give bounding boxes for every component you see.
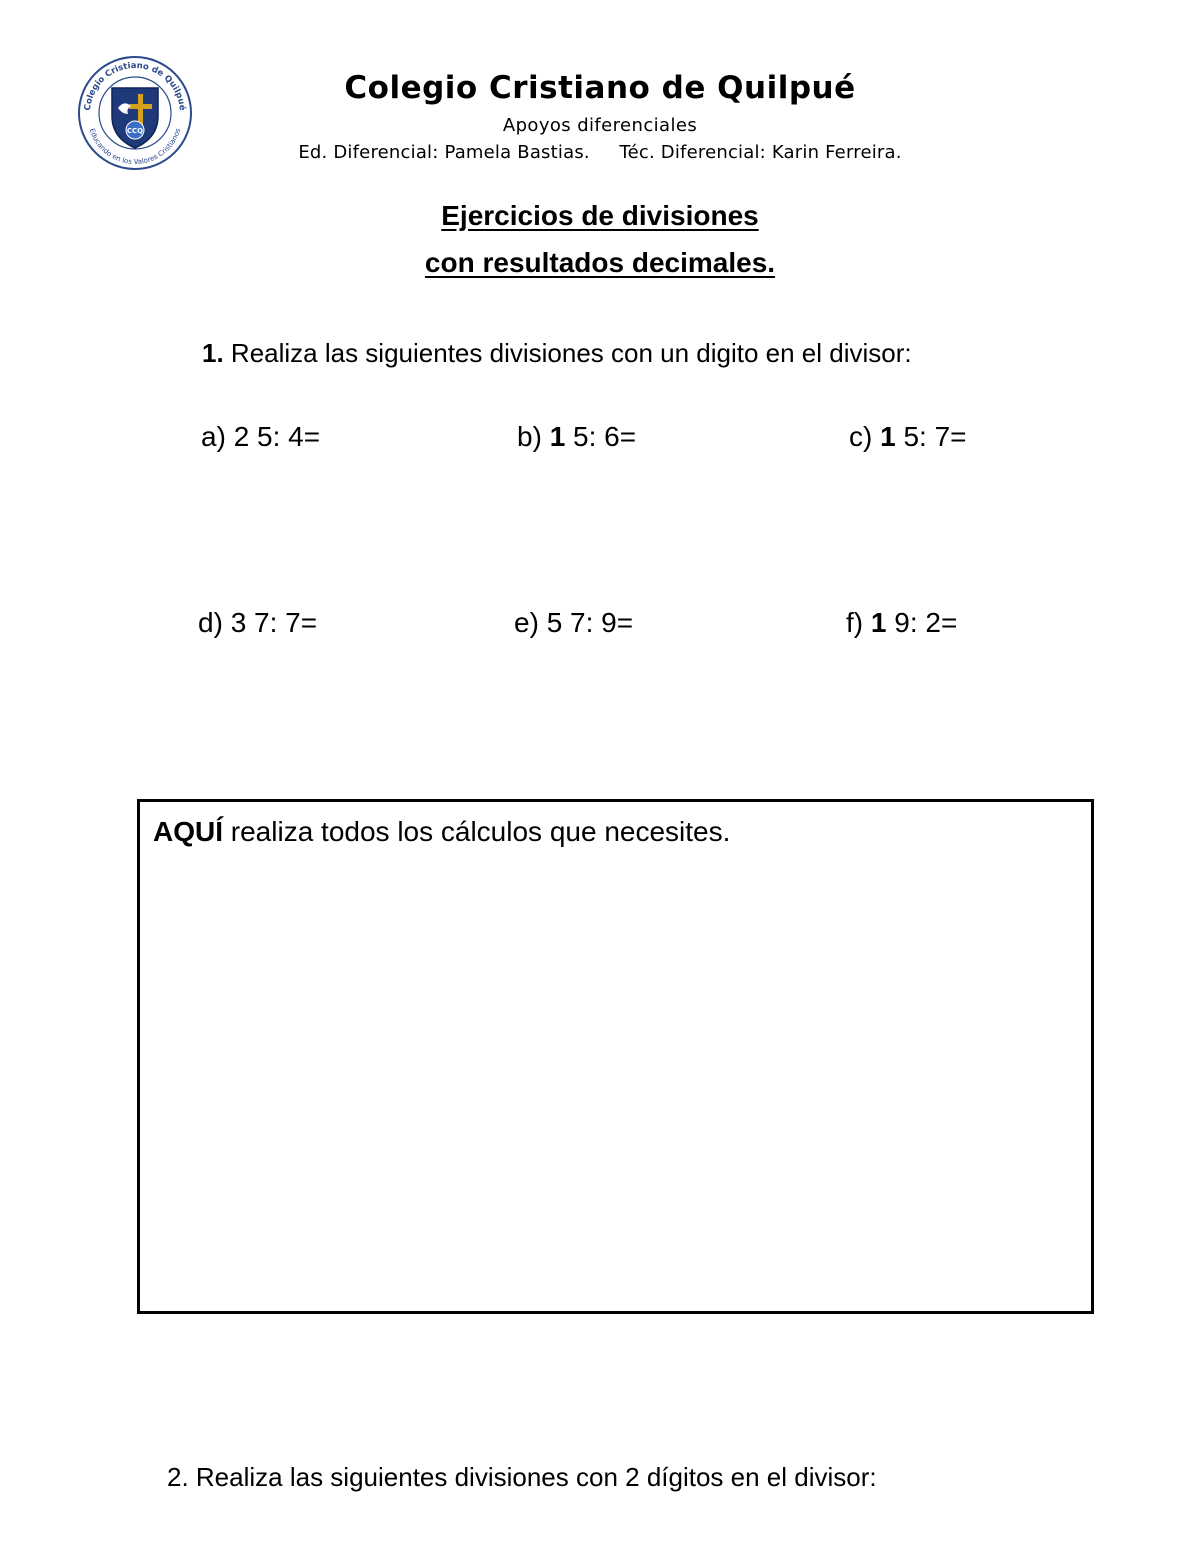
- exercise-e: [514, 607, 633, 639]
- section-1-instruction: [202, 338, 912, 369]
- exercise-text: 3 7: 7=: [230, 607, 318, 638]
- exercise-f: [846, 607, 957, 639]
- exercise-label: c): [849, 421, 881, 452]
- exercise-text: 5: 7=: [895, 421, 967, 452]
- section-2-instruction: 2. Realiza las siguientes divisiones con 2 dígitos en el divisor:: [167, 1462, 877, 1492]
- calculation-box-text: realiza todos los cálculos que necesites.: [223, 816, 731, 847]
- worksheet-title-line-1: Ejercicios de divisiones: [441, 200, 759, 231]
- exercise-text: 9: 2=: [886, 607, 958, 638]
- calculation-box-label: [153, 816, 730, 848]
- exercise-bold-digit: 1: [870, 607, 887, 638]
- exercise-label: d): [198, 607, 231, 638]
- exercise-text: 2 5: 4=: [233, 421, 321, 452]
- calculation-box-bold: AQUÍ: [153, 816, 223, 847]
- header-subtitle: Apoyos diferenciales: [502, 115, 698, 136]
- exercise-label: a): [201, 421, 234, 452]
- exercise-label: b): [517, 421, 550, 452]
- exercise-b: [517, 421, 636, 453]
- section-1-instruction-text: Realiza las siguientes divisiones con un digito en el divisor:: [223, 338, 912, 368]
- exercise-bold-digit: 1: [880, 421, 896, 452]
- logo-ring-text-bottom: Educando en los Valores Cristianos: [87, 127, 183, 167]
- worksheet-title-line-2: con resultados decimales.: [424, 247, 776, 278]
- exercise-text: 5: 6=: [565, 421, 637, 452]
- exercise-d: [198, 607, 317, 639]
- exercise-a: [201, 421, 320, 453]
- logo-ring-text-top: Colegio Cristiano de Quilpué: [82, 60, 187, 112]
- section-1-number: 1.: [202, 338, 224, 368]
- calculation-box[interactable]: [137, 799, 1094, 1314]
- exercise-label: f): [846, 607, 871, 638]
- logo-center-text: CCQ: [126, 127, 144, 135]
- exercise-text: 5 7: 9=: [546, 607, 634, 638]
- exercise-bold-digit: 1: [549, 421, 566, 452]
- staff-line: Ed. Diferencial: Pamela Bastias. Téc. Diferencial: Karin Ferreira.: [298, 142, 902, 163]
- exercise-label: e): [514, 607, 547, 638]
- exercise-c: [849, 421, 967, 453]
- school-name: Colegio Cristiano de Quilpué: [344, 70, 856, 106]
